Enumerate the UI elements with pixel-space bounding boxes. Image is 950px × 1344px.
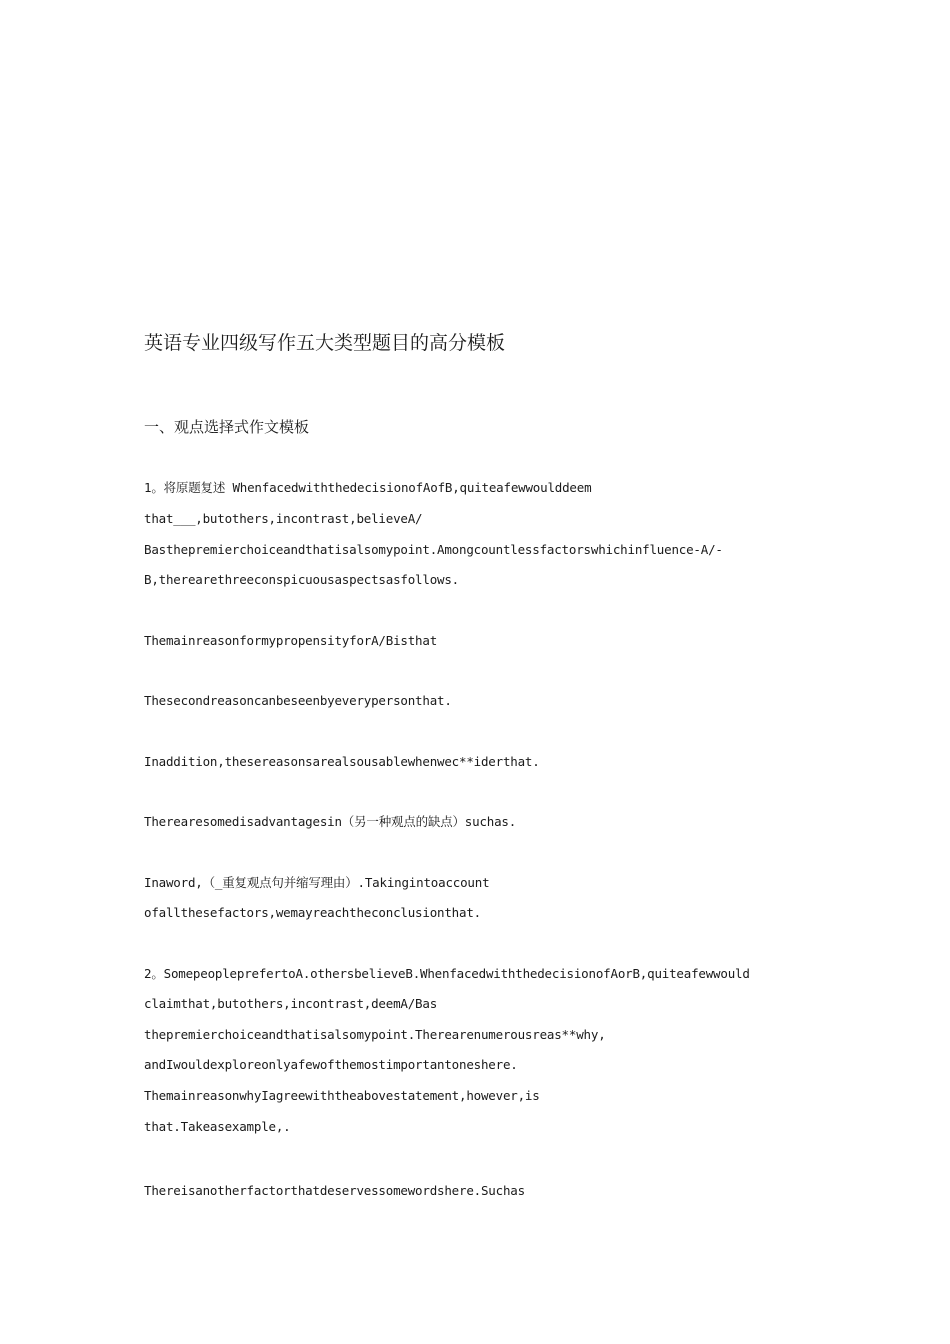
text-line: B,therearethreeconspicuousaspectsasfollows. xyxy=(144,572,460,587)
text-line: Inaddition,thesereasonsarealsousablewhenwec**iderthat. xyxy=(144,754,540,769)
text-line: Therearesomedisadvantagesin（另一种观点的缺点）suchas. xyxy=(144,814,517,829)
text-line: thepremierchoiceandthatisalsomypoint.Therearenumerousreas**why, xyxy=(144,1027,606,1042)
text-line: Basthepremierchoiceandthatisalsomypoint.Amongcountlessfactorswhichinfluence-A/- xyxy=(144,542,723,557)
text-line: Inaword,（_重复观点句并缩写理由）.Takingintoaccount xyxy=(144,875,490,890)
document-title: 英语专业四级写作五大类型题目的高分模板 xyxy=(144,332,506,354)
text-line: ThemainreasonformypropensityforA/Bisthat xyxy=(144,633,438,648)
text-line: ofallthesefactors,wemayreachtheconclusionthat. xyxy=(144,905,481,920)
text-line: that___,butothers,incontrast,believeA/ xyxy=(144,511,423,526)
text-line: Thereisanotherfactorthatdeservessomewordshere.Suchas xyxy=(144,1183,525,1198)
text-line: 1。将原题复述 WhenfacedwiththedecisionofAofB,quiteafewwoulddeem xyxy=(144,480,592,495)
text-line: that.Takeasexample,. xyxy=(144,1119,291,1134)
section-heading: 一、观点选择式作文模板 xyxy=(144,418,310,436)
text-line: andIwouldexploreonlyafewofthemostimportantoneshere. xyxy=(144,1057,518,1072)
text-line: Thesecondreasoncanbeseenbyeverypersonthat. xyxy=(144,693,452,708)
text-line: 2。SomepeopleprefertoA.othersbelieveB.WhenfacedwiththedecisionofAorB,quiteafewwould xyxy=(144,966,750,981)
text-line: ThemainreasonwhyIagreewiththeabovestatement,however,is xyxy=(144,1088,540,1103)
text-line: claimthat,butothers,incontrast,deemA/Bas xyxy=(144,996,438,1011)
